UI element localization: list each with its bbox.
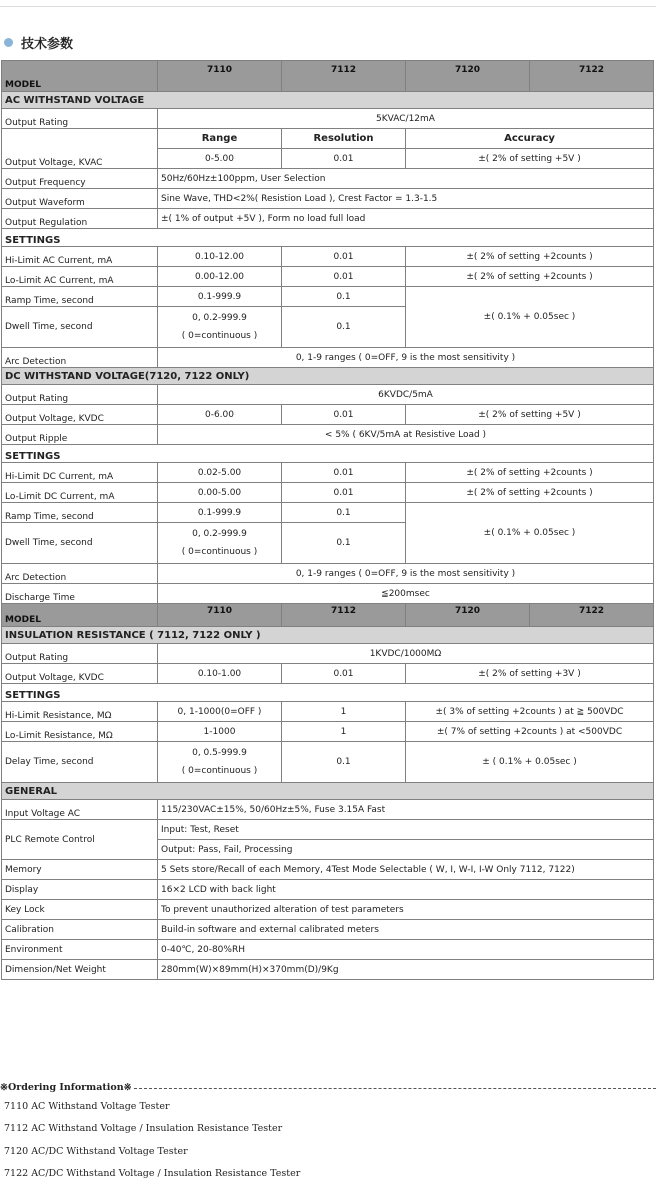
row-value: 16×2 LCD with back light	[158, 880, 654, 900]
model-7120: 7120	[406, 604, 530, 627]
row-label: Arc Detection	[2, 564, 158, 584]
row-value: 0-40℃, 20-80%RH	[158, 940, 654, 960]
row-label: Key Lock	[2, 900, 158, 920]
row-value: < 5% ( 6KV/5mA at Resistive Load )	[158, 425, 654, 445]
range-note: ( 0=continuous )	[181, 547, 258, 557]
range-value: 0.00-12.00	[158, 267, 282, 287]
resolution-value: 0.01	[282, 664, 406, 684]
table-row	[2, 722, 654, 742]
row-value: To prevent unauthorized alteration of test parameters	[158, 900, 654, 920]
table-row	[2, 820, 654, 840]
row-label: Delay Time, second	[2, 742, 158, 783]
range-value: 0.00-5.00	[158, 483, 282, 503]
row-label: Hi-Limit Resistance, MΩ	[2, 702, 158, 722]
bullet-icon	[4, 38, 13, 47]
range-value	[158, 523, 282, 564]
row-value: 115/230VAC±15%, 50/60Hz±5%, Fuse 3.15A Fast	[158, 800, 654, 820]
resolution-value: 0.01	[282, 247, 406, 267]
row-label: Input Voltage AC	[2, 800, 158, 820]
accuracy-value: ± ( 0.1% + 0.05sec )	[406, 742, 654, 783]
row-value: 1KVDC/1000MΩ	[158, 644, 654, 664]
table-row	[2, 503, 654, 523]
list-item: 7112 AC Withstand Voltage / Insulation Resistance Tester	[4, 1123, 283, 1135]
table-row	[2, 940, 654, 960]
table-row	[2, 247, 654, 267]
resolution-header: Resolution	[282, 129, 406, 149]
accuracy-value: ±( 7% of setting +2counts ) at <500VDC	[406, 722, 654, 742]
model-7122: 7122	[530, 61, 654, 92]
resolution-value: 0.01	[282, 463, 406, 483]
accuracy-value: ±( 3% of setting +2counts ) at ≧ 500VDC	[406, 702, 654, 722]
resolution-value: 0.01	[282, 405, 406, 425]
row-value: 50Hz/60Hz±100ppm, User Selection	[158, 169, 654, 189]
dc-group-row	[2, 368, 654, 385]
row-label: Output Frequency	[2, 169, 158, 189]
row-label: Memory	[2, 860, 158, 880]
table-row	[2, 463, 654, 483]
accuracy-value: ±( 2% of setting +2counts )	[406, 247, 654, 267]
row-label: Output Regulation	[2, 209, 158, 229]
row-label: Ramp Time, second	[2, 503, 158, 523]
model-header-row	[2, 604, 654, 627]
resolution-value: 0.1	[282, 523, 406, 564]
model-label: MODEL	[2, 61, 158, 92]
row-value: Sine Wave, THD<2%( Resistion Load ), Crest Factor = 1.3-1.5	[158, 189, 654, 209]
range-value	[158, 307, 282, 348]
list-item: 7110 AC Withstand Voltage Tester	[4, 1101, 170, 1112]
top-divider	[0, 0, 656, 7]
range-note: ( 0=continuous )	[181, 331, 258, 341]
ac-title: AC WITHSTAND VOLTAGE	[2, 92, 654, 109]
table-row	[2, 860, 654, 880]
row-label: Output Rating	[2, 644, 158, 664]
table-row	[2, 960, 654, 980]
ordering-information	[0, 1078, 656, 1186]
row-value: ≦200msec	[158, 584, 654, 604]
row-label: Calibration	[2, 920, 158, 940]
row-label: Lo-Limit Resistance, MΩ	[2, 722, 158, 742]
range-value: 0.1-999.9	[158, 503, 282, 523]
table-row	[2, 109, 654, 129]
range-main: 0, 0.5-999.9	[192, 748, 247, 758]
dc-title: DC WITHSTAND VOLTAGE(7120, 7122 ONLY)	[2, 368, 654, 385]
resolution-value: 0.01	[282, 483, 406, 503]
row-label: Arc Detection	[2, 348, 158, 368]
row-label: Dwell Time, second	[2, 523, 158, 564]
resolution-value: 0.01	[282, 267, 406, 287]
row-value: 5KVAC/12mA	[158, 109, 654, 129]
resolution-value: 0.1	[282, 503, 406, 523]
table-row	[2, 920, 654, 940]
row-label: Discharge Time	[2, 584, 158, 604]
model-7112: 7112	[282, 604, 406, 627]
column-header-row	[2, 129, 654, 149]
plc-input-value: Input: Test, Reset	[158, 820, 654, 840]
row-label: Output Voltage, KVDC	[2, 664, 158, 684]
table-row	[2, 742, 654, 783]
model-7120: 7120	[406, 61, 530, 92]
table-row	[2, 564, 654, 584]
row-value: 0, 1-9 ranges ( 0=OFF, 9 is the most sensitivity )	[158, 348, 654, 368]
range-value: 0.1-999.9	[158, 287, 282, 307]
table-row	[2, 702, 654, 722]
range-value: 0, 1-1000(0=OFF )	[158, 702, 282, 722]
resolution-value: 0.1	[282, 742, 406, 783]
table-row	[2, 189, 654, 209]
settings-row	[2, 445, 654, 463]
row-label: PLC Remote Control	[2, 820, 158, 860]
table-row	[2, 800, 654, 820]
resolution-value: 1	[282, 702, 406, 722]
list-item: 7122 AC/DC Withstand Voltage / Insulation Resistance Tester	[4, 1168, 301, 1180]
accuracy-value: ±( 2% of setting +5V )	[406, 405, 654, 425]
row-label: Output Waveform	[2, 189, 158, 209]
dashed-divider	[134, 1088, 656, 1089]
row-label: Dwell Time, second	[2, 307, 158, 348]
row-label: Output Rating	[2, 109, 158, 129]
table-row	[2, 348, 654, 368]
row-value: 280mm(W)×89mm(H)×370mm(D)/9Kg	[158, 960, 654, 980]
table-row	[2, 644, 654, 664]
table-row	[2, 405, 654, 425]
row-value: 0, 1-9 ranges ( 0=OFF, 9 is the most sensitivity )	[158, 564, 654, 584]
model-7112: 7112	[282, 61, 406, 92]
table-row	[2, 900, 654, 920]
time-accuracy-value: ±( 0.1% + 0.05sec )	[406, 503, 654, 564]
table-row	[2, 664, 654, 684]
table-row	[2, 483, 654, 503]
accuracy-value: ±( 2% of setting +2counts )	[406, 483, 654, 503]
plc-output-value: Output: Pass, Fail, Processing	[158, 840, 654, 860]
model-7110: 7110	[158, 604, 282, 627]
ir-group-row	[2, 627, 654, 644]
range-value: 0.10-12.00	[158, 247, 282, 267]
range-value: 0-6.00	[158, 405, 282, 425]
settings-title: SETTINGS	[2, 445, 654, 463]
row-label: Ramp Time, second	[2, 287, 158, 307]
model-header-row	[2, 61, 654, 92]
row-value: 5 Sets store/Recall of each Memory, 4Test Mode Selectable ( W, I, W-I, I-W Only 7112, 7122)	[158, 860, 654, 880]
range-value: 0.02-5.00	[158, 463, 282, 483]
resolution-value: 0.1	[282, 307, 406, 348]
list-item: 7120 AC/DC Withstand Voltage Tester	[4, 1145, 188, 1157]
accuracy-header: Accuracy	[406, 129, 654, 149]
ordering-title: ※Ordering Information※	[0, 1081, 132, 1093]
row-value: 6KVDC/5mA	[158, 385, 654, 405]
general-title: GENERAL	[2, 783, 654, 800]
general-group-row	[2, 783, 654, 800]
ir-title: INSULATION RESISTANCE ( 7112, 7122 ONLY )	[2, 627, 654, 644]
row-label: Lo-Limit AC Current, mA	[2, 267, 158, 287]
row-label: Hi-Limit DC Current, mA	[2, 463, 158, 483]
row-value: ±( 1% of output +5V ), Form no load full load	[158, 209, 654, 229]
settings-row	[2, 229, 654, 247]
page-title: 技术参数	[21, 36, 74, 52]
ac-group-row	[2, 92, 654, 109]
spec-table	[1, 60, 654, 980]
accuracy-value: ±( 2% of setting +5V )	[406, 149, 654, 169]
range-value: 0-5.00	[158, 149, 282, 169]
table-row	[2, 425, 654, 445]
model-7110: 7110	[158, 61, 282, 92]
range-header: Range	[158, 129, 282, 149]
time-accuracy-value: ±( 0.1% + 0.05sec )	[406, 287, 654, 348]
accuracy-value: ±( 2% of setting +3V )	[406, 664, 654, 684]
row-label: Dimension/Net Weight	[2, 960, 158, 980]
accuracy-value: ±( 2% of setting +2counts )	[406, 267, 654, 287]
table-row	[2, 267, 654, 287]
range-value	[158, 742, 282, 783]
range-note: ( 0=continuous )	[181, 766, 258, 776]
table-row	[2, 209, 654, 229]
resolution-value: 0.01	[282, 149, 406, 169]
row-label: Lo-Limit DC Current, mA	[2, 483, 158, 503]
row-label: Output Ripple	[2, 425, 158, 445]
table-row	[2, 880, 654, 900]
row-label: Environment	[2, 940, 158, 960]
model-label: MODEL	[2, 604, 158, 627]
table-row	[2, 385, 654, 405]
resolution-value: 1	[282, 722, 406, 742]
row-label: Output Voltage, KVDC	[2, 405, 158, 425]
section-title	[4, 32, 73, 52]
ordering-header	[0, 1078, 656, 1096]
table-row	[2, 584, 654, 604]
range-value: 1-1000	[158, 722, 282, 742]
row-label: Output Rating	[2, 385, 158, 405]
settings-row	[2, 684, 654, 702]
model-7122: 7122	[530, 604, 654, 627]
row-value: Build-in software and external calibrated meters	[158, 920, 654, 940]
range-main: 0, 0.2-999.9	[192, 313, 247, 323]
row-label: Output Voltage, KVAC	[2, 129, 158, 169]
settings-title: SETTINGS	[2, 229, 654, 247]
range-value: 0.10-1.00	[158, 664, 282, 684]
table-row	[2, 287, 654, 307]
accuracy-value: ±( 2% of setting +2counts )	[406, 463, 654, 483]
resolution-value: 0.1	[282, 287, 406, 307]
settings-title: SETTINGS	[2, 684, 654, 702]
range-main: 0, 0.2-999.9	[192, 529, 247, 539]
row-label: Display	[2, 880, 158, 900]
table-row	[2, 169, 654, 189]
row-label: Hi-Limit AC Current, mA	[2, 247, 158, 267]
